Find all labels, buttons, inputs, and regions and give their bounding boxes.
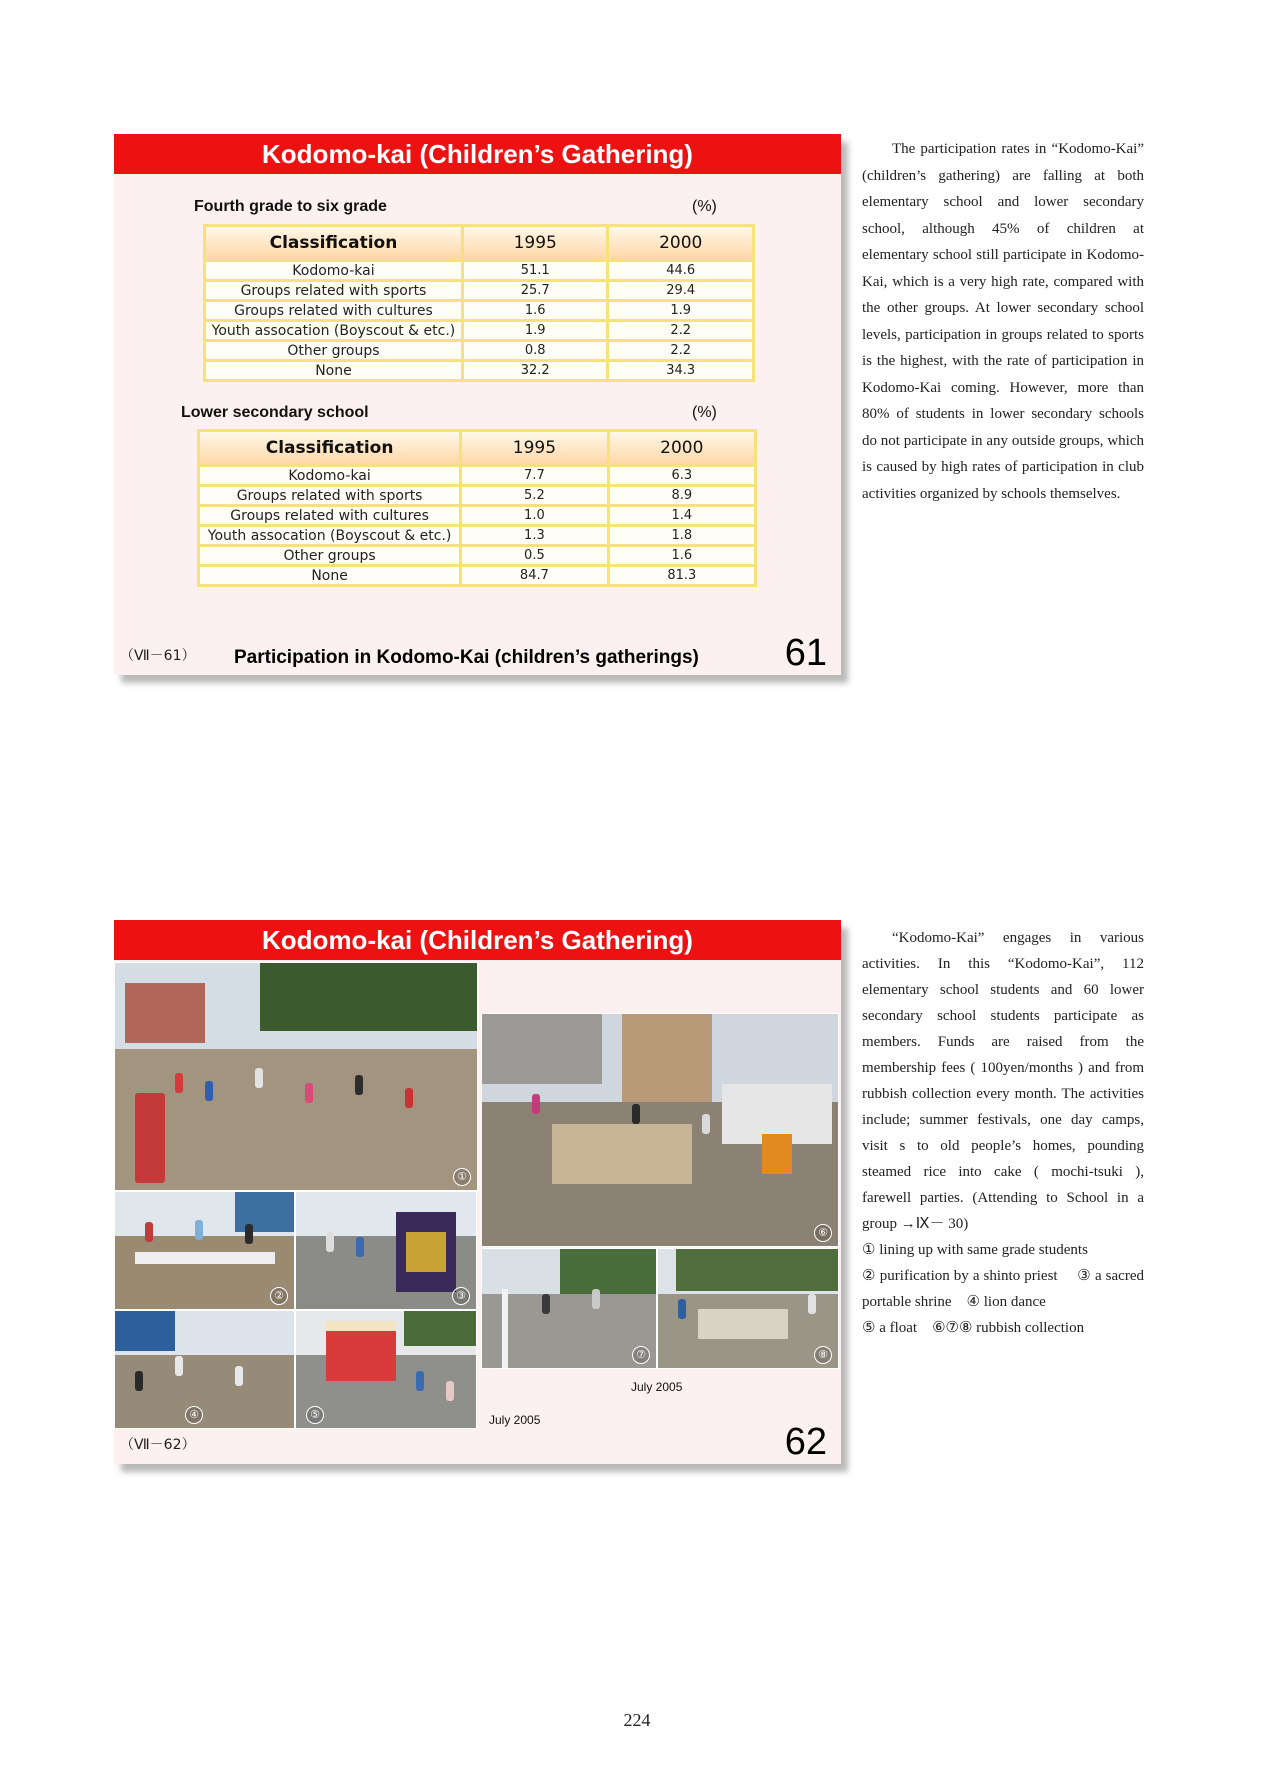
photo-marker: ⑥: [814, 1224, 832, 1242]
table-row: [200, 467, 754, 484]
cell-classification: Kodomo-kai: [206, 262, 461, 279]
cell-1995: 0.8: [464, 342, 607, 359]
photo-marker: ⑧: [814, 1346, 832, 1364]
photo-legend: [862, 1237, 1144, 1341]
cell-1995: 1.0: [462, 507, 606, 524]
legend-line: ⑤ a float ⑥⑦⑧ rubbish collection: [862, 1320, 1085, 1336]
photo-date: July 2005: [631, 1380, 683, 1394]
slide-caption: Participation in Kodomo-Kai (children’s gatherings): [234, 647, 699, 668]
table-row: [206, 302, 752, 319]
col-header-1995: 1995: [462, 432, 606, 464]
slide-number: 61: [784, 632, 827, 674]
cell-2000: 2.2: [609, 322, 752, 339]
cell-1995: 1.9: [464, 322, 607, 339]
description-paragraph: The participation rates in “Kodomo-Kai” (children’s gathering) are falling at both elementary school and lower secondary school, although 45% of children at elementary school still participate in Kodomo-Kai, which is a very high rate, compared with the other groups. At lower secondary school levels, participation in groups related to sports is the highest, with the rate of participation in Kodomo-Kai coming. However, more than 80% of students in lower secondary schools do not participate in any outside groups, which is caused by high rates of participation in club activities organized by schools themselves.: [862, 141, 1144, 502]
cell-classification: Groups related with sports: [206, 282, 461, 299]
cell-1995: 51.1: [464, 262, 607, 279]
table-row: [206, 262, 752, 279]
photo-purification: [114, 1191, 295, 1310]
cell-1995: 7.7: [462, 467, 606, 484]
cell-2000: 81.3: [610, 567, 754, 584]
cell-classification: Kodomo-kai: [200, 467, 459, 484]
cell-2000: 1.4: [610, 507, 754, 524]
col-header-2000: 2000: [609, 227, 752, 259]
table-row: [206, 322, 752, 339]
slide62-description: [862, 925, 1144, 1341]
photo-float: [295, 1310, 477, 1429]
cell-classification: Youth assocation (Boyscout & etc.): [200, 527, 459, 544]
cell-classification: Youth assocation (Boyscout & etc.): [206, 322, 461, 339]
table-row: [200, 547, 754, 564]
cell-1995: 25.7: [464, 282, 607, 299]
cell-2000: 1.6: [610, 547, 754, 564]
table-row: [206, 362, 752, 379]
col-header-classification: Classification: [200, 432, 459, 464]
cell-1995: 32.2: [464, 362, 607, 379]
photo-date: July 2005: [489, 1413, 541, 1427]
cell-1995: 1.6: [464, 302, 607, 319]
col-header-2000: 2000: [610, 432, 754, 464]
slide-62: [114, 920, 841, 1464]
table-row: [206, 282, 752, 299]
table-row: [200, 507, 754, 524]
cell-classification: Groups related with cultures: [200, 507, 459, 524]
photo-rubbish-collection-truck: [481, 1013, 839, 1247]
cell-classification: Other groups: [200, 547, 459, 564]
cell-classification: Other groups: [206, 342, 461, 359]
table2-unit: (%): [692, 404, 717, 421]
col-header-classification: Classification: [206, 227, 461, 259]
slide-61: [114, 134, 841, 675]
slide61-description: [862, 136, 1144, 507]
slide-title: Kodomo-kai (Children’s Gathering): [114, 134, 841, 174]
cell-2000: 1.9: [609, 302, 752, 319]
photo-marker: ⑤: [306, 1406, 324, 1424]
cell-classification: None: [206, 362, 461, 379]
cell-2000: 8.9: [610, 487, 754, 504]
table1-title: Fourth grade to six grade: [194, 198, 387, 215]
legend-line: ② purification by a shinto priest ③ a sacred portable shrine ④ lion dance: [862, 1268, 1144, 1310]
cell-2000: 2.2: [609, 342, 752, 359]
cell-2000: 44.6: [609, 262, 752, 279]
table-row: [200, 567, 754, 584]
cell-classification: Groups related with cultures: [206, 302, 461, 319]
table-elementary: [203, 224, 755, 382]
table-lower-secondary: [197, 429, 757, 587]
photo-marker: ④: [185, 1406, 203, 1424]
cell-1995: 1.3: [462, 527, 606, 544]
cell-1995: 5.2: [462, 487, 606, 504]
cell-1995: 0.5: [462, 547, 606, 564]
table-row: [206, 342, 752, 359]
table-row: [200, 487, 754, 504]
col-header-1995: 1995: [464, 227, 607, 259]
cell-classification: None: [200, 567, 459, 584]
photo-rubbish-collection-cart: [657, 1248, 839, 1369]
table1-unit: (%): [692, 198, 717, 215]
page-number: 224: [623, 1710, 651, 1730]
cell-2000: 6.3: [610, 467, 754, 484]
photo-lion-dance: [114, 1310, 295, 1429]
photo-rubbish-collection-street: [481, 1248, 657, 1369]
slide-reference: （Ⅶ－62）: [120, 1437, 196, 1453]
cell-2000: 29.4: [609, 282, 752, 299]
photo-marker: ③: [452, 1287, 470, 1305]
photo-marker: ⑦: [632, 1346, 650, 1364]
photo-portable-shrine: [295, 1191, 477, 1310]
table-row: [200, 527, 754, 544]
slide-title: Kodomo-kai (Children’s Gathering): [114, 920, 841, 960]
table2-title: Lower secondary school: [181, 404, 369, 421]
cell-classification: Groups related with sports: [200, 487, 459, 504]
slide-number: 62: [784, 1421, 827, 1463]
legend-line: ① lining up with same grade students: [862, 1242, 1088, 1258]
slide-reference: （Ⅶ－61）: [120, 648, 196, 664]
description-paragraph: “Kodomo-Kai” engages in various activities. In this “Kodomo-Kai”, 112 elementary school students and 60 lower secondary school students participate as members. Funds are raised from the membership fees ( 100yen/months ) and from rubbish collection every month. The activities include; summer festivals, one day camps, visit s to old people’s homes, pounding steamed rice into cake ( mochi-tsuki ), farewell parties. (Attending to School in a group →Ⅸ－ 30): [862, 930, 1144, 1232]
photo-lining-up: [114, 962, 478, 1191]
cell-1995: 84.7: [462, 567, 606, 584]
cell-2000: 1.8: [610, 527, 754, 544]
cell-2000: 34.3: [609, 362, 752, 379]
photo-marker: ②: [270, 1287, 288, 1305]
photo-marker: ①: [453, 1168, 471, 1186]
